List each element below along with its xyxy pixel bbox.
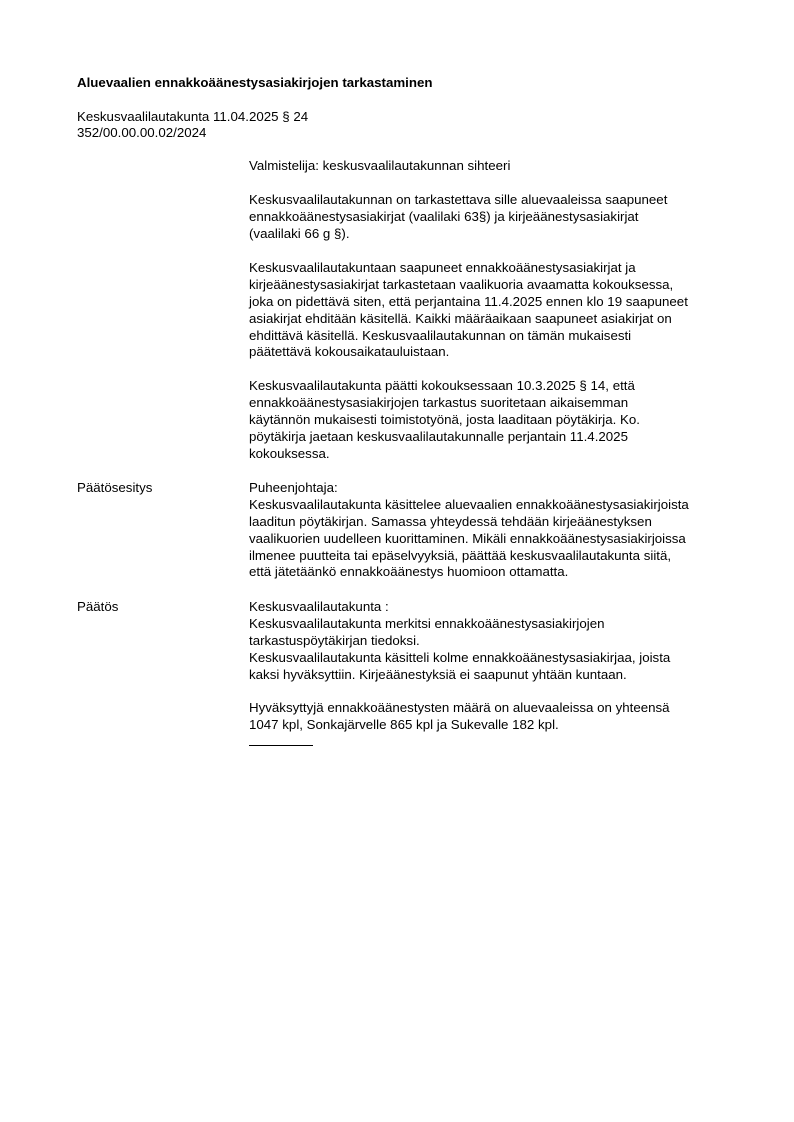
preparer-line: Valmistelija: keskusvaalilautakunnan sihteeri (249, 158, 511, 173)
text-line: Keskusvaalilautakunnan on tarkastettava sille aluevaaleissa saapuneet (249, 192, 668, 207)
proposal-block (249, 480, 689, 581)
paragraph-previous-decision (249, 378, 640, 462)
text-line: laaditun pöytäkirjan. Samassa yhteydessä tehdään kirjeäänestyksen (249, 513, 652, 529)
text-line: asiakirjat ehditään käsitellä. Kaikki määräaikaan saapuneet asiakirjat on (249, 310, 672, 326)
paragraph-legal-basis (249, 192, 667, 243)
decision-label: Päätös (77, 599, 119, 614)
text-line: käytännön mukaisesti toimistotyönä, josta laaditaan pöytäkirja. Ko. (249, 411, 640, 427)
text-line: päätettävä kokousaikatauluistaan. (249, 344, 450, 360)
text-line: Keskusvaalilautakunta päätti kokouksessaan 10.3.2025 § 14, että (249, 378, 635, 393)
text-line: Puheenjohtaja: (249, 480, 338, 495)
text-line: 1047 kpl, Sonkajärvelle 865 kpl ja Sukevalle 182 kpl. (249, 716, 559, 732)
decision-summary (249, 700, 670, 734)
text-line: Keskusvaalilautakuntaan saapuneet ennakkoäänestysasiakirjat ja (249, 260, 636, 275)
meeting-reference: Keskusvaalilautakunta 11.04.2025 § 24 (77, 109, 309, 124)
text-line: joka on pidettävä siten, että perjantaina 11.4.2025 ennen klo 19 saapuneet (249, 293, 688, 309)
text-line: kirjeäänestysasiakirjat tarkastetaan vaalikuoria avaamatta kokouksessa, (249, 276, 674, 292)
document-title: Aluevaalien ennakkoäänestysasiakirjojen tarkastaminen (77, 75, 433, 90)
text-line: kaksi hyväksyttiin. Kirjeäänestyksiä ei saapunut yhtään kuntaan. (249, 666, 627, 682)
diary-number: 352/00.00.00.02/2024 (77, 125, 207, 140)
meeting-meta (77, 109, 308, 141)
end-rule (249, 745, 313, 746)
text-line: tarkastuspöytäkirjan tiedoksi. (249, 632, 420, 648)
text-line: vaalikuorien uudelleen kuorittaminen. Mikäli ennakkoäänestysasiakirjoissa (249, 530, 686, 546)
text-line: ennakkoäänestysasiakirjat (vaalilaki 63§) ja kirjeäänestysasiakirjat (249, 208, 639, 224)
text-line: Keskusvaalilautakunta käsitteli kolme ennakkoäänestysasiakirjaa, joista (249, 649, 671, 665)
text-line: pöytäkirja jaetaan keskusvaalilautakunnalle perjantain 11.4.2025 (249, 428, 628, 444)
text-line: että jätetäänkö ennakkoäänestys huomioon ottamatta. (249, 564, 569, 580)
paragraph-inspection-timing (249, 260, 688, 361)
preparer-block (249, 158, 510, 175)
text-line: ehdittävä käsitellä. Keskusvaalilautakunnan on tämän mukaisesti (249, 327, 632, 343)
text-line: ilmenee puutteita tai epäselvyyksiä, päättää keskusvaalilautakunta siitä, (249, 547, 672, 563)
text-line: Keskusvaalilautakunta merkitsi ennakkoäänestysasiakirjojen (249, 615, 605, 631)
text-line: ennakkoäänestysasiakirjojen tarkastus suoritetaan aikaisemman (249, 394, 629, 410)
decision-block (249, 599, 670, 683)
text-line: kokouksessa. (249, 445, 330, 461)
text-line: Keskusvaalilautakunta : (249, 599, 389, 614)
proposal-label: Päätösesitys (77, 480, 153, 495)
text-line: Hyväksyttyjä ennakkoäänestysten määrä on aluevaaleissa on yhteensä (249, 700, 670, 715)
text-line: (vaalilaki 66 g §). (249, 225, 350, 241)
text-line: Keskusvaalilautakunta käsittelee aluevaalien ennakkoäänestysasiakirjoista (249, 496, 689, 512)
